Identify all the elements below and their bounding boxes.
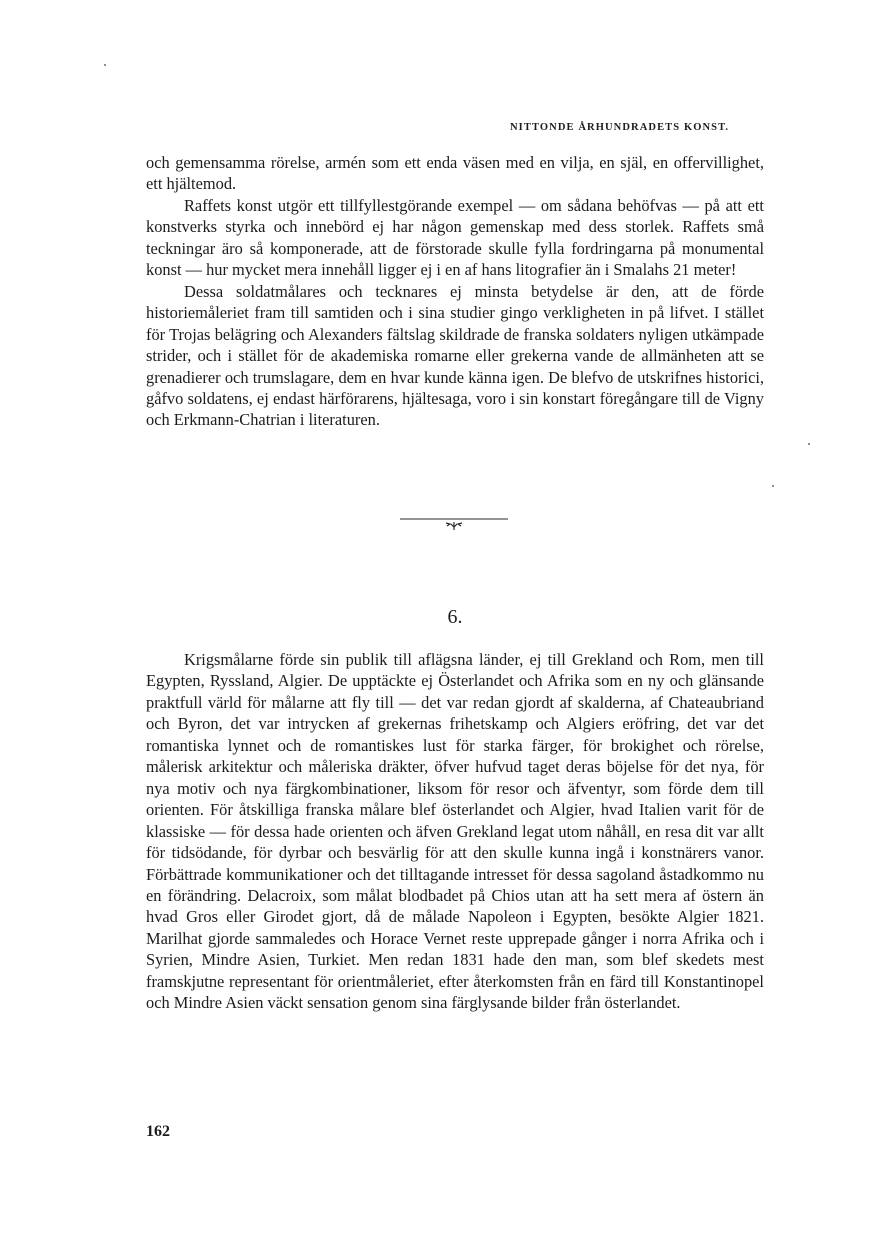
paragraph-1: och gemensamma rörelse, armén som ett enda väsen med en vilja, en själ, en offervillighet, ett hjältemod. [146,153,764,194]
paragraph-4: Krigsmålarne förde sin publik till aflägsna länder, ej till Grekland och Rom, men till Egypten, Ryssland, Algier. De upptäckte ej Österlandet och Afrika som en ny och glänsande praktfull värld för målarne att fly till — det var redan gjordt af skalderna, af Chateaubriand och Byron, det var intrycken af grekernas frihetskamp och Algiers eröfring, det var det romantiska lynnet och de romantiskes lust för starka färger, för brokighet och rörelse, målerisk arkitektur och måleriska dräkter, öfver hufvud taget deras böjelse för det nya, för nya motiv och nya färgkombinationer, liksom för resor och äfventyr, som förde dem till orienten. För åtskilliga franska målare blef österlandet och Algier, hvad Italien varit för de klassiske — för dessa hade orienten och äfven Grekland legat utom nåhåll, en resa dit var allt för tidsödande, för dyrbar och besvärlig för att den skulle kunna ingå i konstnärers vanor. Förbättrade kommunikationer och det tilltagande intresset för dessa sagoland åstadkommo nu en förändring. Delacroix, som målat blodbadet på Chios utan att ha sett mera af östern än hvad Gros eller Girodet gjort, då de målade Napoleon i Egypten, besökte Algier 1821. Marilhat gjorde sammaledes och Horace Vernet reste upprepade gånger i norra Afrika och i Syrien, Mindre Asien, Turkiet. Men redan 1831 hade den man, som blef skedets mest framskjutne representant för orientmåleriet, efter återkomsten från en färd till Konstantinopel och Mindre Asien väckt sensation genom sina färglysande bilder från österlandet. [146,650,764,1013]
paper-speck [808,443,810,445]
text-block-before-break [146,152,764,431]
paper-speck [104,64,106,66]
paragraph-3: Dessa soldatmålares och tecknares ej minsta betydelse är den, att de förde historiemåleriet fram till samtiden och i sina studier gingo verkligheten in på lifvet. I stället för Trojas belägring och Alexanders fältslag skildrade de franska soldaters nyligen utkämpade strider, och i stället för de akademiska romarne eller grekerna vande de allmänheten att se grenadierer och trumslagare, dem en hvar kunde känna igen. De blefvo de utskrifnes historici, gåfvo soldatens, ej endast härförarens, hjältesaga, voro i sin konstart föregångare till de Vigny och Erkmann-Chatrian i literaturen. [146,281,764,430]
section-number: 6. [447,606,463,628]
page-number: 162 [146,1123,170,1140]
running-head: NITTONDE ÅRHUNDRADETS KONST. [510,122,730,133]
ornament-icon [400,514,508,534]
text-block-section-6 [146,649,764,1014]
paragraph-2: Raffets konst utgör ett tillfyllestgörande exempel — om sådana behöfvas — på att ett konstverks styrka och innebörd ej har någon gemenskap med dess storlek. Raffets små teckningar äro så komponerade, att de förstorade skulle fylla fordringarna på monumental konst — hur mycket mera innehåll ligger ej i en af hans litografier än i Smalahs 21 meter! [146,195,764,280]
paper-speck [772,485,774,487]
